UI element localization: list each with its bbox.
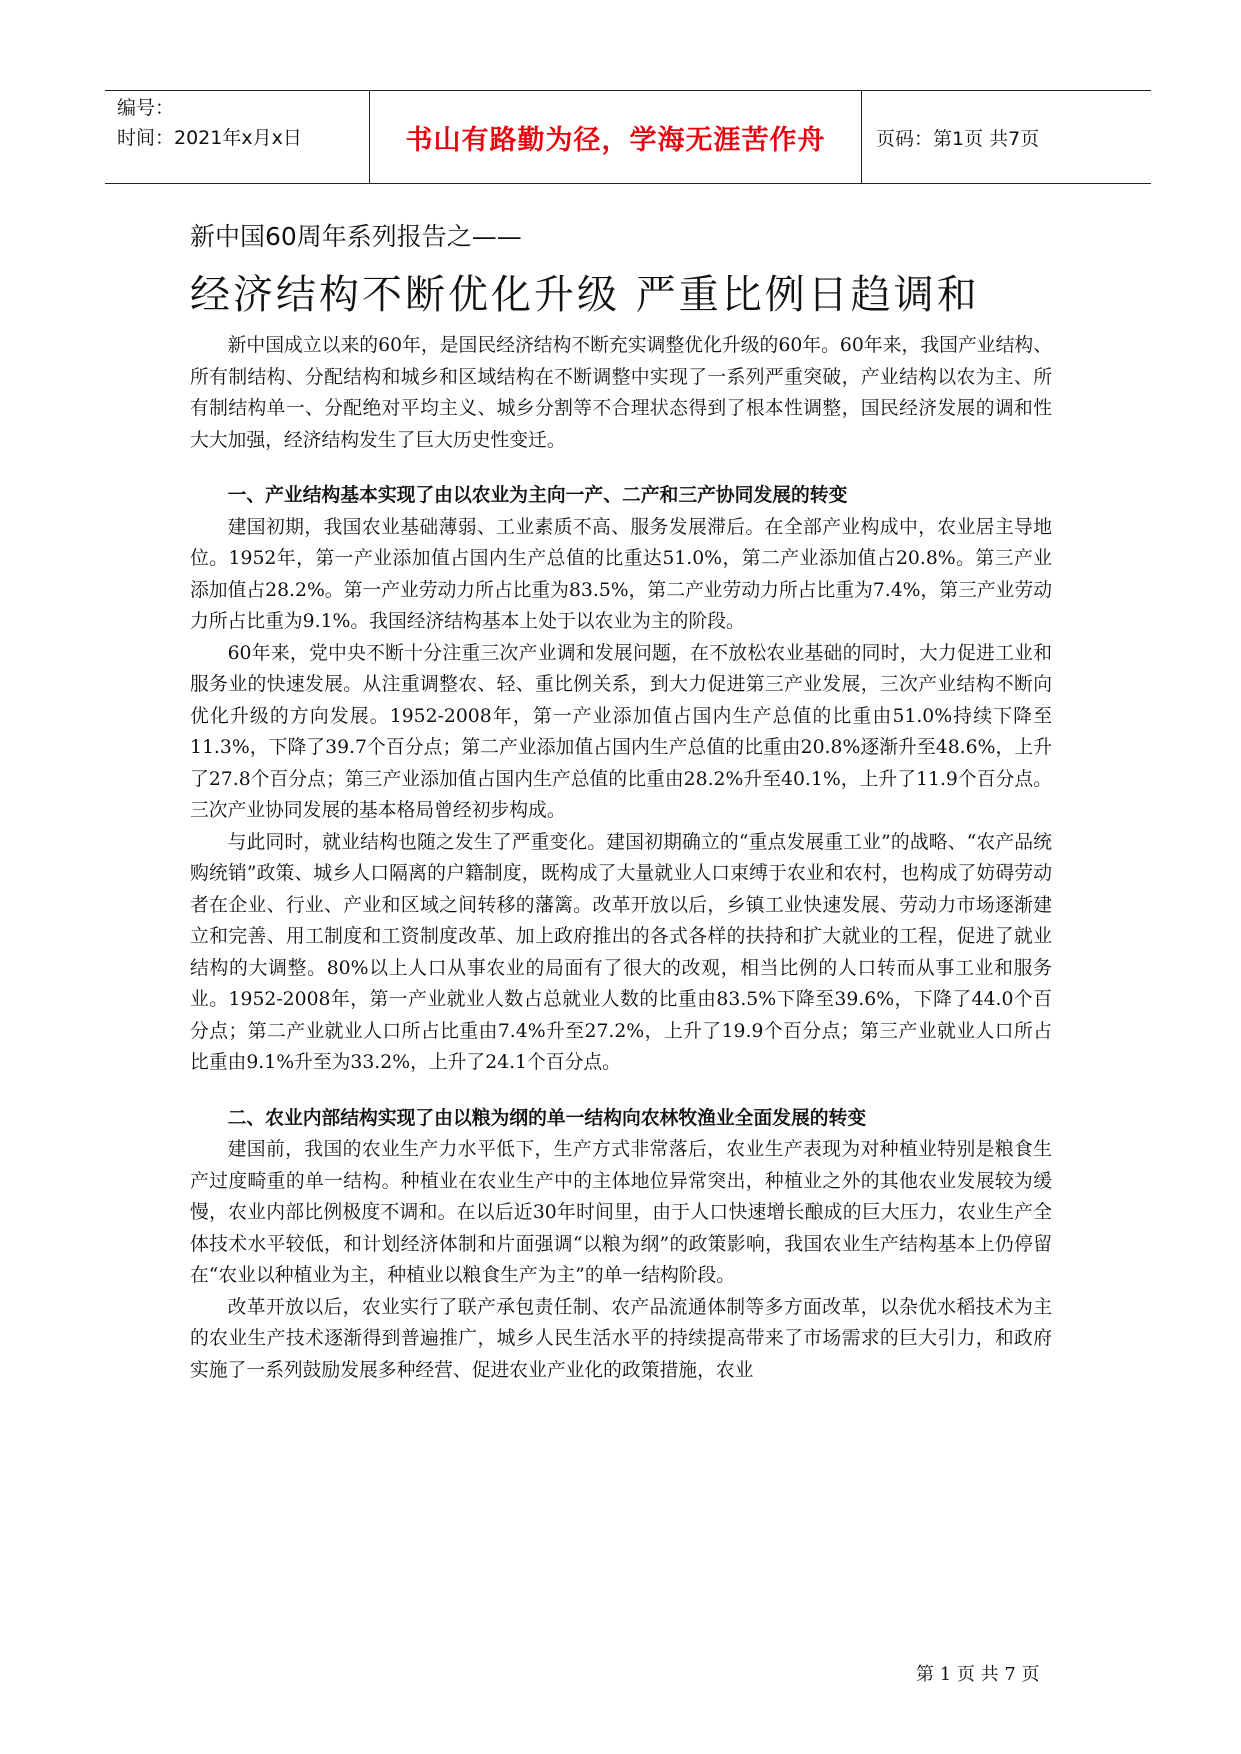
time-label: 时间：2021年x月x日 [117,127,302,149]
intro-paragraph: 新中国成立以来的60年，是国民经济结构不断充实调整优化升级的60年。60年来，我国产业结构、所有制结构、分配结构和城乡和区域结构在不断调整中实现了一系列严重突破，产业结构以农为主、所有制结构单一、分配绝对平均主义、城乡分割等不合理状态得到了根本性调整，国民经济发展的调和性大大加强，经济结构发生了巨大历史性变迁。 [190,335,1052,451]
page-footer: 第 1 页 共 7 页 [916,1664,1040,1685]
section-2-heading: 二、农业内部结构实现了由以粮为纲的单一结构向农林牧渔业全面发展的转变 [227,1107,867,1129]
section-2-paragraph-2: 改革开放以后，农业实行了联产承包责任制、农产品流通体制等多方面改革，以杂优水稻技术为主的农业生产技术逐渐得到普遍推广，城乡人民生活水平的持续提高带来了市场需求的巨大引力，和政府实施了一系列鼓励发展多种经营、促进农业产业化的政策措施，农业 [190,1296,1052,1381]
number-label: 编号： [117,97,175,119]
section-1-paragraph-1: 建国初期，我国农业基础薄弱、工业素质不高、服务发展滞后。在全部产业构成中，农业居主导地位。1952年，第一产业添加值占国内生产总值的比重达51.0%，第二产业添加值占20.8%。第三产业添加值占28.2%。第一产业劳动力所占比重为83.5%，第二产业劳动力所占比重为7.4%，第三产业劳动力所占比重为9.1%。我国经济结构基本上处于以农业为主的阶段。 [190,516,1052,632]
section-1-heading: 一、产业结构基本实现了由以农业为主向一产、二产和三产协同发展的转变 [227,485,848,506]
document-title: 经济结构不断优化升级 严重比例日趋调和 [190,272,980,318]
section-2-paragraph-1: 建国前，我国的农业生产力水平低下，生产方式非常落后，农业生产表现为对种植业特别是粮食生产过度畸重的单一结构。种植业在农业生产中的主体地位异常突出，种植业之外的其他农业发展较为缓慢，农业内部比例极度不调和。在以后近30年时间里，由于人口快速增长酿成的巨大压力，农业生产全体技术水平较低，和计划经济体制和片面强调“以粮为纲”的政策影响，我国农业生产结构基本上仍停留在“农业以种植业为主，种植业以粮食生产为主”的单一结构阶段。 [190,1139,1052,1286]
header-page-label: 页码：第1页 共7页 [876,127,1040,150]
section-1-paragraph-2: 60年来，党中央不断十分注重三次产业调和发展问题，在不放松农业基础的同时，大力促进工业和服务业的快速发展。从注重调整农、轻、重比例关系，到大力促进第三产业发展，三次产业结构不断向优化升级的方向发展。1952-2008年，第一产业添加值占国内生产总值的比重由51.0%持续下降至11.3%，下降了39.7个百分点；第二产业添加值占国内生产总值的比重由20.8%逐渐升至48.6%，上升了27.8个百分点；第三产业添加值占国内生产总值的比重由28.2%升至40.1%，上升了11.9个百分点。三次产业协同发展的基本格局曾经初步构成。 [190,642,1052,821]
header-slogan: 书山有路勤为径，学海无涯苦作舟 [370,91,862,183]
header-info-cell [105,91,370,183]
document-header [105,90,1151,184]
document-subtitle: 新中国60周年系列报告之—— [190,222,522,251]
document-body [190,218,1052,1386]
section-1-paragraph-3: 与此同时，就业结构也随之发生了严重变化。建国初期确立的“重点发展重工业”的战略、“农产品统购统销”政策、城乡人口隔离的户籍制度，既构成了大量就业人口束缚于农业和农村，也构成了妨碍劳动者在企业、行业、产业和区域之间转移的藩篱。改革开放以后，乡镇工业快速发展、劳动力市场逐渐建立和完善、用工制度和工资制度改革、加上政府推出的各式各样的扶持和扩大就业的工程，促进了就业结构的大调整。80%以上人口从事农业的局面有了很大的改观，相当比例的人口转而从事工业和服务业。1952-2008年，第一产业就业人数占总就业人数的比重由83.5%下降至39.6%，下降了44.0个百分点；第二产业就业人口所占比重由7.4%升至27.2%，上升了19.9个百分点；第三产业就业人口所占比重由9.1%升至为33.2%，上升了24.1个百分点。 [190,831,1052,1073]
